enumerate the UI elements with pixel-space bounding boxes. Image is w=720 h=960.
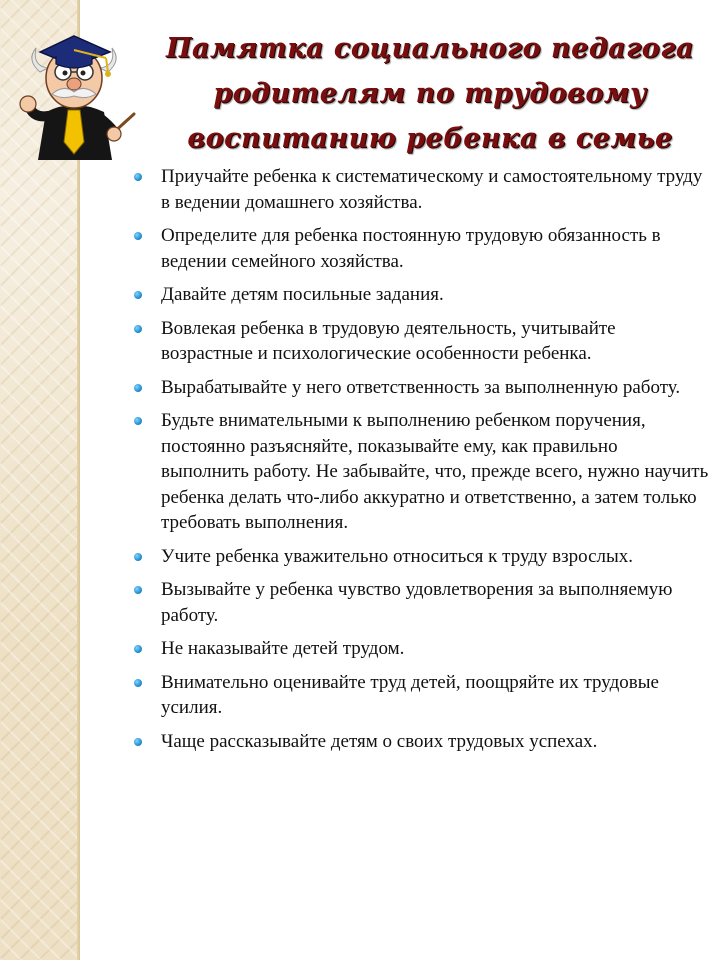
tip-text: Определите для ребенка постоянную трудовую обязанность в ведении семейного хозяйства. (161, 225, 661, 272)
title-line-1: Памятка социального педагога (166, 33, 694, 64)
bullet-icon (134, 738, 142, 746)
tip-text: Вызывайте у ребенка чувство удовлетворения за выполняемую работу. (161, 579, 673, 626)
tip-text: Приучайте ребенка к систематическому и самостоятельному труду в ведении домашнего хозяйства. (161, 166, 703, 213)
list-item (130, 408, 710, 536)
list-item (130, 375, 710, 401)
tip-text: Внимательно оценивайте труд детей, поощряйте их трудовые усилия. (161, 671, 659, 718)
list-item (130, 577, 710, 628)
title-line-3: воспитанию ребенка в семье (187, 123, 673, 154)
list-item (130, 670, 710, 721)
bullet-icon (134, 173, 142, 181)
bullet-icon (134, 384, 142, 392)
tip-text: Вовлекая ребенка в трудовую деятельность, учитывайте возрастные и психологические особенности ребенка. (161, 317, 616, 364)
tip-text: Учите ребенка уважительно относиться к труду взрослых. (161, 545, 634, 567)
bullet-icon (134, 291, 142, 299)
professor-mascot-icon (12, 14, 136, 164)
bullet-icon (134, 417, 142, 425)
tip-text: Не наказывайте детей трудом. (161, 638, 405, 659)
bullet-icon (134, 232, 142, 240)
list-item (130, 223, 710, 274)
list-item (130, 316, 710, 367)
list-item (130, 544, 710, 570)
bullet-icon (134, 586, 142, 594)
bullet-icon (134, 679, 142, 687)
list-item (130, 636, 710, 662)
bullet-icon (134, 325, 142, 333)
list-item (130, 164, 710, 215)
tip-text: Вырабатывайте у него ответственность за выполненную работу. (161, 376, 681, 398)
list-item (130, 729, 710, 755)
tip-text: Чаще рассказывайте детям о своих трудовых успехах. (161, 730, 598, 752)
page-title (150, 26, 710, 161)
tips-list (130, 164, 710, 762)
tip-text: Давайте детям посильные задания. (161, 284, 444, 305)
bullet-icon (134, 645, 142, 653)
title-line-2: родителям по трудовому (213, 78, 647, 109)
list-item (130, 282, 710, 308)
bullet-icon (134, 553, 142, 561)
tip-text: Будьте внимательными к выполнению ребенком поручения, постоянно разъясняйте, показывайте ему, как правильно выполнить работу. Не забывайте, что, прежде всего, нужно научить ребенка делать что-либо аккуратно и ответственно, а затем только требовать выполнения. (161, 410, 709, 533)
